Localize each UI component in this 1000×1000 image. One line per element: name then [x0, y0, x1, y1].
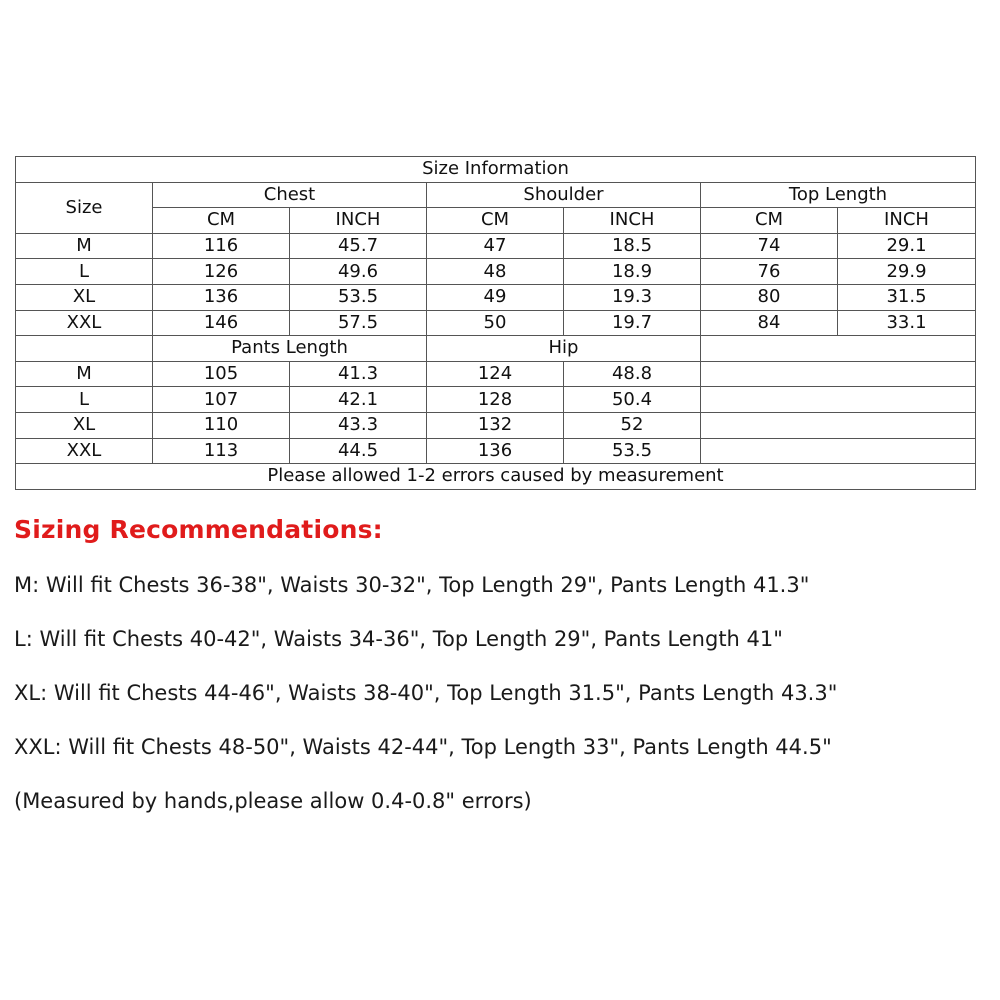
size-cell: M: [16, 361, 153, 387]
hip-inch-cell: 52: [564, 412, 701, 438]
shoulder-header: Shoulder: [427, 182, 701, 208]
table-row: [16, 361, 976, 387]
table-title: Size Information: [16, 157, 976, 183]
top-length-cm-cell: 74: [701, 233, 838, 259]
sizing-recommendations-title: Sizing Recommendations:: [14, 515, 383, 544]
size-cell: XL: [16, 284, 153, 310]
size-header: Size: [16, 182, 153, 233]
top-length-inch-cell: 31.5: [838, 284, 976, 310]
hip-cm-cell: 128: [427, 387, 564, 413]
pants-length-header: Pants Length: [153, 336, 427, 362]
top-length-inch-cell: 29.9: [838, 259, 976, 285]
chest-header: Chest: [153, 182, 427, 208]
pants-length-cm-cell: 107: [153, 387, 290, 413]
table-row: [16, 438, 976, 464]
recommendation-line-m: M: Will fit Chests 36-38", Waists 30-32", Top Length 29", Pants Length 41.3": [14, 573, 810, 597]
top-length-inch-cell: 33.1: [838, 310, 976, 336]
table-row: [16, 259, 976, 285]
chest-cm-cell: 126: [153, 259, 290, 285]
hip-inch-cell: 50.4: [564, 387, 701, 413]
measurement-error-note: (Measured by hands,please allow 0.4-0.8" errors): [14, 789, 532, 813]
measurement-note: Please allowed 1-2 errors caused by measurement: [16, 464, 976, 490]
shoulder-cm-cell: 47: [427, 233, 564, 259]
chest-cm-header: CM: [153, 208, 290, 234]
pants-length-inch-cell: 43.3: [290, 412, 427, 438]
pants-length-inch-cell: 41.3: [290, 361, 427, 387]
empty-cell: [701, 361, 976, 387]
hip-cm-cell: 132: [427, 412, 564, 438]
shoulder-cm-cell: 48: [427, 259, 564, 285]
size-cell: XXL: [16, 310, 153, 336]
empty-cell: [701, 387, 976, 413]
size-cell: L: [16, 387, 153, 413]
shoulder-cm-cell: 49: [427, 284, 564, 310]
hip-inch-cell: 53.5: [564, 438, 701, 464]
chest-inch-cell: 57.5: [290, 310, 427, 336]
empty-cell: [701, 412, 976, 438]
table-row: [16, 233, 976, 259]
unit-header-row: [16, 208, 976, 234]
pants-length-inch-cell: 42.1: [290, 387, 427, 413]
shoulder-inch-cell: 19.7: [564, 310, 701, 336]
top-length-inch-cell: 29.1: [838, 233, 976, 259]
recommendation-line-l: L: Will fit Chests 40-42", Waists 34-36", Top Length 29", Pants Length 41": [14, 627, 783, 651]
table-footer-row: [16, 464, 976, 490]
recommendation-line-xl: XL: Will fit Chests 44-46", Waists 38-40", Top Length 31.5", Pants Length 43.3": [14, 681, 838, 705]
size-cell: XXL: [16, 438, 153, 464]
size-cell: M: [16, 233, 153, 259]
chest-inch-cell: 49.6: [290, 259, 427, 285]
top-length-cm-cell: 76: [701, 259, 838, 285]
size-information-table: [15, 156, 976, 490]
size-cell: L: [16, 259, 153, 285]
top-length-cm-header: CM: [701, 208, 838, 234]
hip-inch-cell: 48.8: [564, 361, 701, 387]
hip-header: Hip: [427, 336, 701, 362]
table-title-row: [16, 157, 976, 183]
chest-cm-cell: 136: [153, 284, 290, 310]
table-row: [16, 387, 976, 413]
table-row: [16, 284, 976, 310]
shoulder-inch-header: INCH: [564, 208, 701, 234]
hip-cm-cell: 136: [427, 438, 564, 464]
pants-length-cm-cell: 110: [153, 412, 290, 438]
recommendation-line-xxl: XXL: Will fit Chests 48-50", Waists 42-44", Top Length 33", Pants Length 44.5": [14, 735, 832, 759]
chest-inch-cell: 45.7: [290, 233, 427, 259]
table-row: [16, 412, 976, 438]
empty-cell: [16, 336, 153, 362]
hip-cm-cell: 124: [427, 361, 564, 387]
shoulder-inch-cell: 19.3: [564, 284, 701, 310]
empty-cell: [701, 336, 976, 362]
top-length-inch-header: INCH: [838, 208, 976, 234]
top-length-cm-cell: 80: [701, 284, 838, 310]
group-header-row: [16, 182, 976, 208]
pants-length-inch-cell: 44.5: [290, 438, 427, 464]
lower-group-header-row: [16, 336, 976, 362]
shoulder-cm-header: CM: [427, 208, 564, 234]
chest-inch-header: INCH: [290, 208, 427, 234]
table-row: [16, 310, 976, 336]
empty-cell: [701, 438, 976, 464]
shoulder-inch-cell: 18.9: [564, 259, 701, 285]
chest-cm-cell: 146: [153, 310, 290, 336]
top-length-header: Top Length: [701, 182, 976, 208]
pants-length-cm-cell: 113: [153, 438, 290, 464]
shoulder-cm-cell: 50: [427, 310, 564, 336]
size-cell: XL: [16, 412, 153, 438]
top-length-cm-cell: 84: [701, 310, 838, 336]
shoulder-inch-cell: 18.5: [564, 233, 701, 259]
chest-inch-cell: 53.5: [290, 284, 427, 310]
chest-cm-cell: 116: [153, 233, 290, 259]
pants-length-cm-cell: 105: [153, 361, 290, 387]
